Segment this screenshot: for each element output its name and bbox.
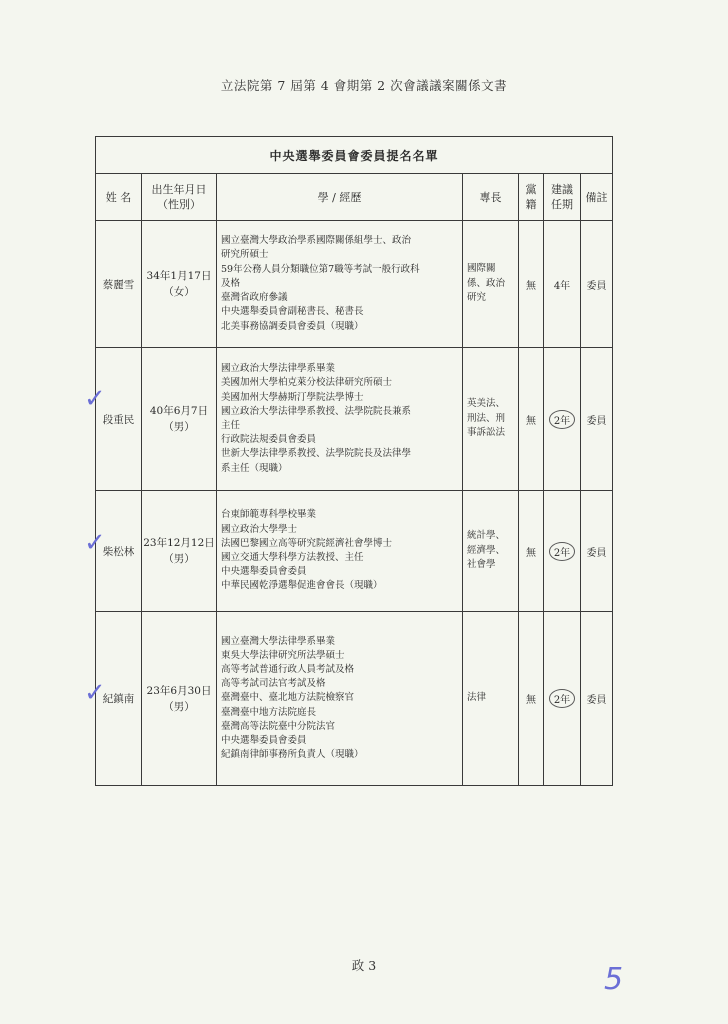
table-row [96, 612, 613, 786]
column-header-party-line1: 黨 [525, 183, 537, 196]
column-header-term [544, 174, 581, 221]
column-header-term-line2: 任期 [551, 198, 573, 211]
check-mark-icon: ✓ [84, 678, 106, 708]
education-line: 國立政治大學法律學系教授、法學院院長兼系 [221, 405, 412, 417]
nominee-dob [142, 348, 217, 491]
nominee-table [95, 136, 613, 786]
circled-term: 2年 [549, 689, 575, 708]
nominee-party: 無 [519, 221, 544, 348]
specialty-line: 英美法、 [467, 398, 506, 410]
education-line: 59年公務人員分類職位第7職等考試一般行政科 [221, 263, 420, 275]
nominee-party: 無 [519, 491, 544, 612]
nominee-dob [142, 491, 217, 612]
table-header-row [96, 174, 613, 221]
document-header: 立法院第 7 屆第 4 會期第 2 次會議議案關係文書 [220, 78, 508, 93]
column-header-party [519, 174, 544, 221]
specialty-line: 社會學 [467, 559, 496, 571]
nominee-dob-date: 40年6月7日 [149, 405, 209, 417]
education-line: 系主任（現職） [221, 462, 288, 474]
specialty-line: 係、政治 [467, 277, 506, 289]
education-line: 東吳大學法律研究所法學碩士 [221, 649, 345, 661]
nominee-dob [142, 221, 217, 348]
specialty-line: 經濟學、 [467, 544, 506, 556]
circled-term: 2年 [549, 410, 575, 429]
nominee-term: 4年 [544, 221, 581, 348]
handwritten-page-number: 5 [604, 962, 624, 997]
column-header-specialty: 專長 [463, 174, 519, 221]
nominee-education [217, 221, 463, 348]
education-line: 紀鎮南律師事務所負責人（現職） [221, 749, 364, 761]
education-line: 臺灣省政府參議 [221, 292, 288, 304]
nominee-dob-date: 34年1月17日 [146, 270, 212, 282]
column-header-note: 備註 [581, 174, 613, 221]
education-line: 北美事務協調委員會委員（現職） [221, 320, 364, 332]
nominee-specialty [463, 348, 519, 491]
nominee-gender: （男） [163, 421, 195, 433]
column-header-term-line1: 建議 [551, 183, 573, 196]
education-line: 國立臺灣大學政治學系國際關係組學士、政治 [221, 235, 412, 247]
nominee-education [217, 348, 463, 491]
nominee-term [544, 348, 581, 491]
education-line: 國立政治大學法律學系畢業 [221, 363, 336, 375]
column-header-party-line2: 籍 [525, 198, 537, 211]
table-row [96, 491, 613, 612]
education-line: 高等考試普通行政人員考試及格 [221, 663, 355, 675]
nominee-gender: （男） [163, 700, 195, 713]
check-mark-icon: ✓ [84, 384, 106, 414]
nominee-education [217, 491, 463, 612]
nominee-education [217, 612, 463, 786]
check-mark-icon: ✓ [84, 528, 106, 558]
column-header-dob [142, 174, 217, 221]
nominee-name: 柴松林 [96, 491, 142, 612]
nominee-name: 段重民 [96, 348, 142, 491]
education-line: 中華民國乾淨選舉促進會會長（現職） [221, 580, 383, 592]
nominee-note: 委員 [581, 612, 613, 786]
nominee-specialty [463, 221, 519, 348]
specialty-line: 國際關 [467, 263, 496, 275]
specialty-line: 法律 [467, 692, 487, 704]
education-line: 國立交通大學科學方法教授、主任 [221, 552, 364, 563]
specialty-line: 事訴訟法 [467, 427, 506, 439]
education-line: 中央選舉委員會委員 [221, 566, 307, 578]
nominee-term [544, 491, 581, 612]
nominee-note: 委員 [581, 491, 613, 612]
nominee-specialty [463, 491, 519, 612]
column-header-dob-line2: （性別） [157, 198, 201, 211]
nominee-party: 無 [519, 348, 544, 491]
education-line: 行政院法規委員會委員 [221, 434, 317, 446]
table-row [96, 221, 613, 348]
education-line: 法國巴黎國立高等研究院經濟社會學博士 [221, 537, 393, 549]
education-line: 臺灣臺中地方法院庭長 [221, 706, 317, 718]
column-header-name: 姓 名 [96, 174, 142, 221]
education-line: 研究所碩士 [221, 249, 269, 261]
education-line: 臺灣高等法院臺中分院法官 [221, 720, 336, 732]
education-line: 台東師範專科學校畢業 [221, 509, 317, 521]
nominee-dob-date: 23年12月12日 [143, 537, 215, 549]
column-header-education: 學 / 經歷 [217, 174, 463, 221]
nominee-note: 委員 [581, 348, 613, 491]
education-line: 及格 [221, 277, 241, 289]
nominee-dob-date: 23年6月30日 [146, 684, 212, 697]
column-header-dob-line1: 出生年月日 [151, 183, 207, 196]
specialty-line: 刑法、刑 [467, 412, 506, 424]
education-line: 中央選舉委員會委員 [221, 735, 307, 746]
nominee-party: 無 [519, 612, 544, 786]
education-line: 美國加州大學柏克萊分校法律研究所碩士 [221, 377, 393, 389]
education-line: 國立政治大學學士 [221, 523, 298, 535]
page-number: 政 3 [351, 958, 377, 973]
education-line: 國立臺灣大學法律學系畢業 [221, 635, 336, 647]
nominee-term [544, 612, 581, 786]
education-line: 臺灣臺中、臺北地方法院檢察官 [221, 692, 355, 704]
specialty-line: 統計學、 [467, 530, 506, 542]
nominee-specialty [463, 612, 519, 786]
specialty-line: 研究 [467, 292, 487, 304]
table-row [96, 348, 613, 491]
nominee-gender: （男） [163, 553, 195, 565]
education-line: 美國加州大學赫斯汀學院法學博士 [221, 391, 364, 403]
education-line: 高等考試司法官考試及格 [221, 678, 326, 690]
education-line: 主任 [221, 420, 241, 431]
nominee-name: 蔡麗雪 [96, 221, 142, 348]
nominee-dob [142, 612, 217, 786]
education-line: 世新大學法律學系教授、法學院院長及法律學 [221, 448, 412, 460]
education-line: 中央選舉委員會副秘書長、秘書長 [221, 306, 364, 318]
nominee-note: 委員 [581, 221, 613, 348]
nominee-gender: （女） [163, 286, 195, 298]
nominee-name: 紀鎮南 [96, 612, 142, 786]
table-title: 中央選舉委員會委員提名名單 [96, 137, 613, 174]
circled-term: 2年 [549, 542, 575, 561]
